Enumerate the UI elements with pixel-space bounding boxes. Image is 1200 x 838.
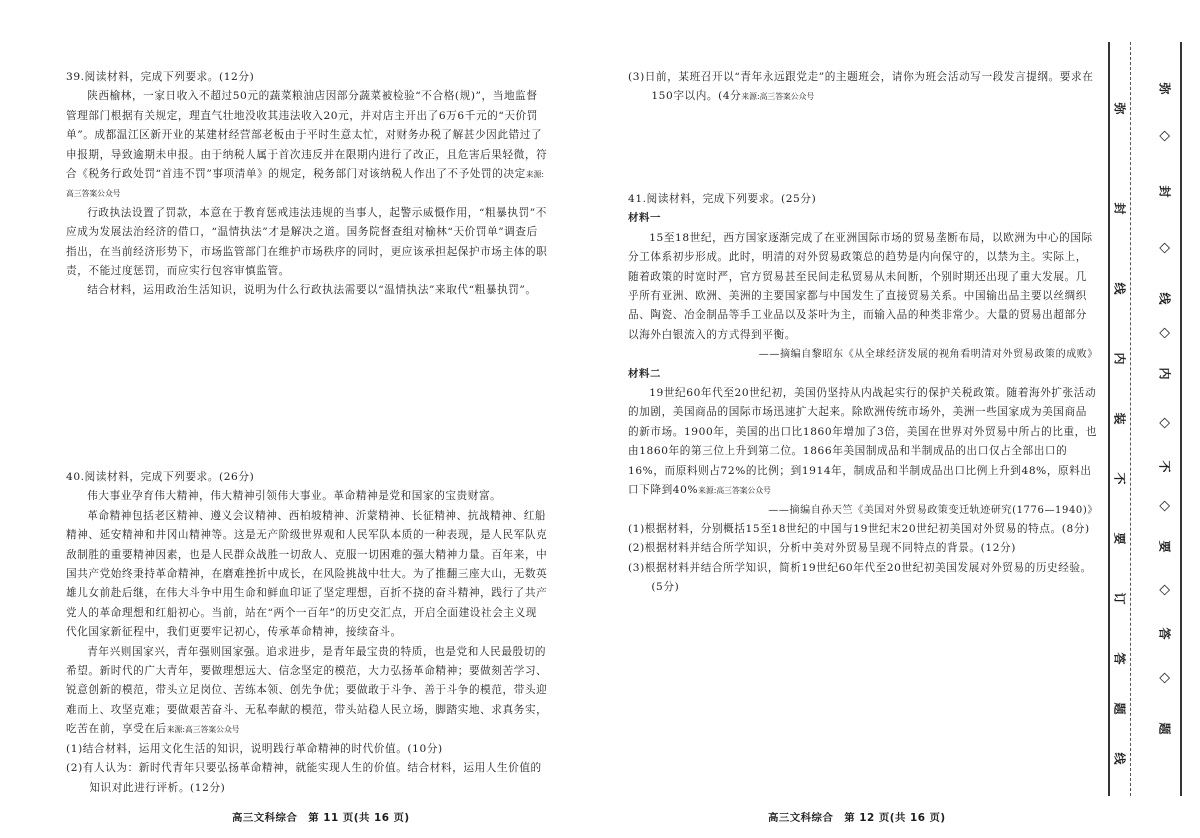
material-2-text [628,384,1098,500]
binding-char: 订 [1112,592,1127,605]
binding-char: 内 [1157,367,1172,380]
binding-char: 答 [1157,627,1172,640]
binding-char: 题 [1112,702,1127,715]
question-40-heading: 40.阅读材料，完成下列要求。(26分) [66,471,255,483]
question-40-material-1: 伟大事业孕育伟大精神，伟大精神引领伟大事业。革命精神是党和国家的宝贵财富。 [87,490,502,503]
binding-diamond: ◇ [1157,500,1173,512]
question-40-sub-1: (1)结合材料，运用文化生活的知识，说明践行革命精神的时代价值。(10分) [66,742,443,755]
binding-diamond: ◇ [1157,417,1173,429]
question-41 [628,190,1098,598]
source-tag: 来源:高三答案公众号 [741,92,815,102]
binding-char: 封 [1157,185,1172,198]
binding-char: 装 [1112,412,1127,425]
question-40-sub-2-start [66,759,548,798]
material-1-text: 15至18世纪，西方国家逐渐完成了在亚洲国际市场的贸易垄断布局，以欧洲为中心的国际分工体系初步形成。此时，明清的对外贸易政策总的趋势是内向保守的，以禁为主。实际上，随着政策的时宽时严，官方贸易甚至民间走私贸易从未间断，个别时期还出现了重大发展。几乎所有亚洲、欧洲、美洲的主要国家都与中国发生了直接贸易关系。中国输出品主要以丝绸织品、陶瓷、冶金制品等手工业品以及茶叶为主，而输入品的种类非常少。大量的贸易出超部分以海外白银流入的方式得到平衡。 [628,231,1093,341]
question-40-material-2: 革命精神包括老区精神、遵义会议精神、西柏坡精神、沂蒙精神、长征精神、抗战精神、红船精神、延安精神和井冈山精神等。这是无产阶级世界观和人民军队本质的一种表现，是人民军队克敌制胜的重要精神因素，也是人民群众战胜一切敌人、克服一切困难的强大精神力量。百年来，中国共产党始终秉持革命精神，在磨难挫折中成长，在风险挑战中壮大。为了推翻三座大山，无数英雄儿女前赴后继，在伟大斗争中用生命和鲜血印证了坚定理想，百折不挠的奋斗精神，践行了共产党人的革命理想和红船初心。当前，站在“两个一百年”的历史交汇点，开启全面建设社会主义现代化国家新征程中，我们更要牢记初心，传承革命精神，接续奋斗。 [66,509,548,639]
binding-diamond: ◇ [1157,130,1173,142]
question-40 [66,468,548,798]
binding-char: 要 [1112,532,1127,545]
material-1-title: 材料一 [628,212,661,225]
binding-char: 封 [1112,202,1127,215]
source-tag: 来源:高三答案公众号 [698,486,771,496]
question-40-sub-2: (2)有人认为：新时代青年只要弘扬革命精神，就能实现人生的价值。结合材料，运用人生价值的知识对此进行评析。(12分) [66,762,542,794]
source-tag: 来源:高三答案公众号 [166,725,240,735]
question-41-heading: 41.阅读材料，完成下列要求。(25分) [628,193,817,205]
material-1-citation: ——摘编自黎昭东《从全球经济发展的视角看明清对外贸易政策的成败》 [758,349,1098,361]
page-12 [600,0,1100,838]
binding-char: 要 [1157,540,1172,553]
binding-line-outer [1108,42,1110,796]
binding-diamond: ◇ [1157,672,1173,684]
question-39-text-1: 陕西榆林，一家日收入不超过50元的蔬菜粮油店因部分蔬菜被检验“不合格(规)”，当地监督管理部门根据有关规定，理直气壮地没收其违法收入20元，并对店主开出了6万6千元的“天价罚单”。成都温江区新开业的某建材经营部老板由于平时生意太忙，对财务办税了解甚少因此错过了申报期，导致逾期未申报。由于纳税人属于首次违反并在限期内进行了改正，且危害后果轻微，符合《税务行政处罚“首违不罚”事项清单》的规定，税务部门对该纳税人作出了不予处罚的决定 [66,90,548,181]
question-39-heading: 39.阅读材料，完成下列要求。(12分) [66,71,255,83]
binding-char: 题 [1157,722,1172,735]
question-40-sub-3 [628,68,1098,107]
binding-char: 内 [1112,352,1127,365]
binding-diamond: ◇ [1157,584,1173,596]
binding-line-inner [1130,42,1131,796]
question-40-material-3 [66,643,548,740]
binding-char: 答 [1112,652,1127,665]
binding-diamond: ◇ [1157,327,1173,339]
question-41-sub-1: (1)根据材料，分别概括15至18世纪的中国与19世纪末20世纪初美国对外贸易的特点。(8分) [628,522,1090,535]
question-40-sub-3-text: (3)日前，某班召开以“青年永远跟党走”的主题班会，请你为班会活动写一段发言提纲。要求在150字以内。(4分 [628,71,1094,103]
binding-diamond: ◇ [1157,242,1173,254]
material-2-body: 19世纪60年代至20世纪初，美国仍坚持从内战起实行的保护关税政策。随着海外扩张活动的加剧，美国商品的国际市场迅速扩大起来。除欧洲传统市场外，美洲一些国家成为美国商品的新市场。1900年，美国的出口比1860年增加了3倍，美国在世界对外贸易中所占的比重，也由1860年的第三位上升到第二位。1866年美国制成品和半制成品的出口仅占全部出口的16%，而原料则占72%的比例；到1914年，制成品和半制成品出口比例上升到48%，原料出口下降到40% [628,387,1098,497]
material-2-citation: ——摘编自孙天竺《美国对外贸易政策变迁轨迹研究(1776—1940)》 [768,504,1098,516]
binding-char: 不 [1157,460,1172,473]
question-40-text-3: 青年兴则国家兴，青年强则国家强。追求进步，是青年最宝贵的特质，也是党和人民最殷切的希望。新时代的广大青年，要做理想远大、信念坚定的模范，大力弘扬革命精神；要做刻苦学习、锐意创新的模范，带头立足岗位、苦练本领、创先争优；要做敢于斗争、善于斗争的模范，带头迎难而上、攻坚克难；要做艰苦奋斗、无私奉献的模范，带头站稳人民立场，脚踏实地、求真务实，吃苦在前，享受在后 [66,645,548,736]
question-40-continued [628,68,1098,107]
question-39 [66,68,548,301]
binding-seal-text [1150,60,1180,790]
question-41-sub-2: (2)根据材料并结合所学知识，分析中美对外贸易呈现不同特点的背景。(12分) [628,542,1016,555]
source-tag: 来源:高三答案公众号 [66,170,545,199]
question-39-material-1 [66,87,548,203]
binding-char: 弥 [1157,82,1172,95]
binding-char: 线 [1112,752,1127,765]
material-2-title: 材料二 [628,367,661,380]
binding-outer-text [1112,60,1128,790]
question-41-sub-3: (3)根据材料并结合所学知识，简析19世纪60年代至20世纪初美国发展对外贸易的历史经验。(5分) [628,561,1092,594]
question-39-prompt: 结合材料，运用政治生活知识，说明为什么行政执法需要以“温情执法”来取代“粗暴执罚”。 [87,284,537,297]
page-footer-left: 高三文科综合 第 11 页(共 16 页) [232,812,410,824]
binding-char: 线 [1157,292,1172,305]
binding-char: 不 [1112,472,1127,485]
page-footer-right: 高三文科综合 第 12 页(共 16 页) [768,812,946,824]
binding-line-right [1180,42,1182,796]
binding-char: 弥 [1112,102,1127,115]
binding-char: 线 [1112,282,1127,295]
question-39-material-2: 行政执法设置了罚款，本意在于教育惩戒违法违规的当事人，起警示威慑作用，“粗暴执罚”不应成为发展法治经济的借口，“温情执法”才是解决之道。国务院督查组对榆林“天价罚单”调查后指出，在当前经济形势下，市场监管部门在维护市场秩序的同时，更应该承担起保护市场主体的职责，不能过度惩罚，而应实行包容审慎监管。 [66,206,548,278]
